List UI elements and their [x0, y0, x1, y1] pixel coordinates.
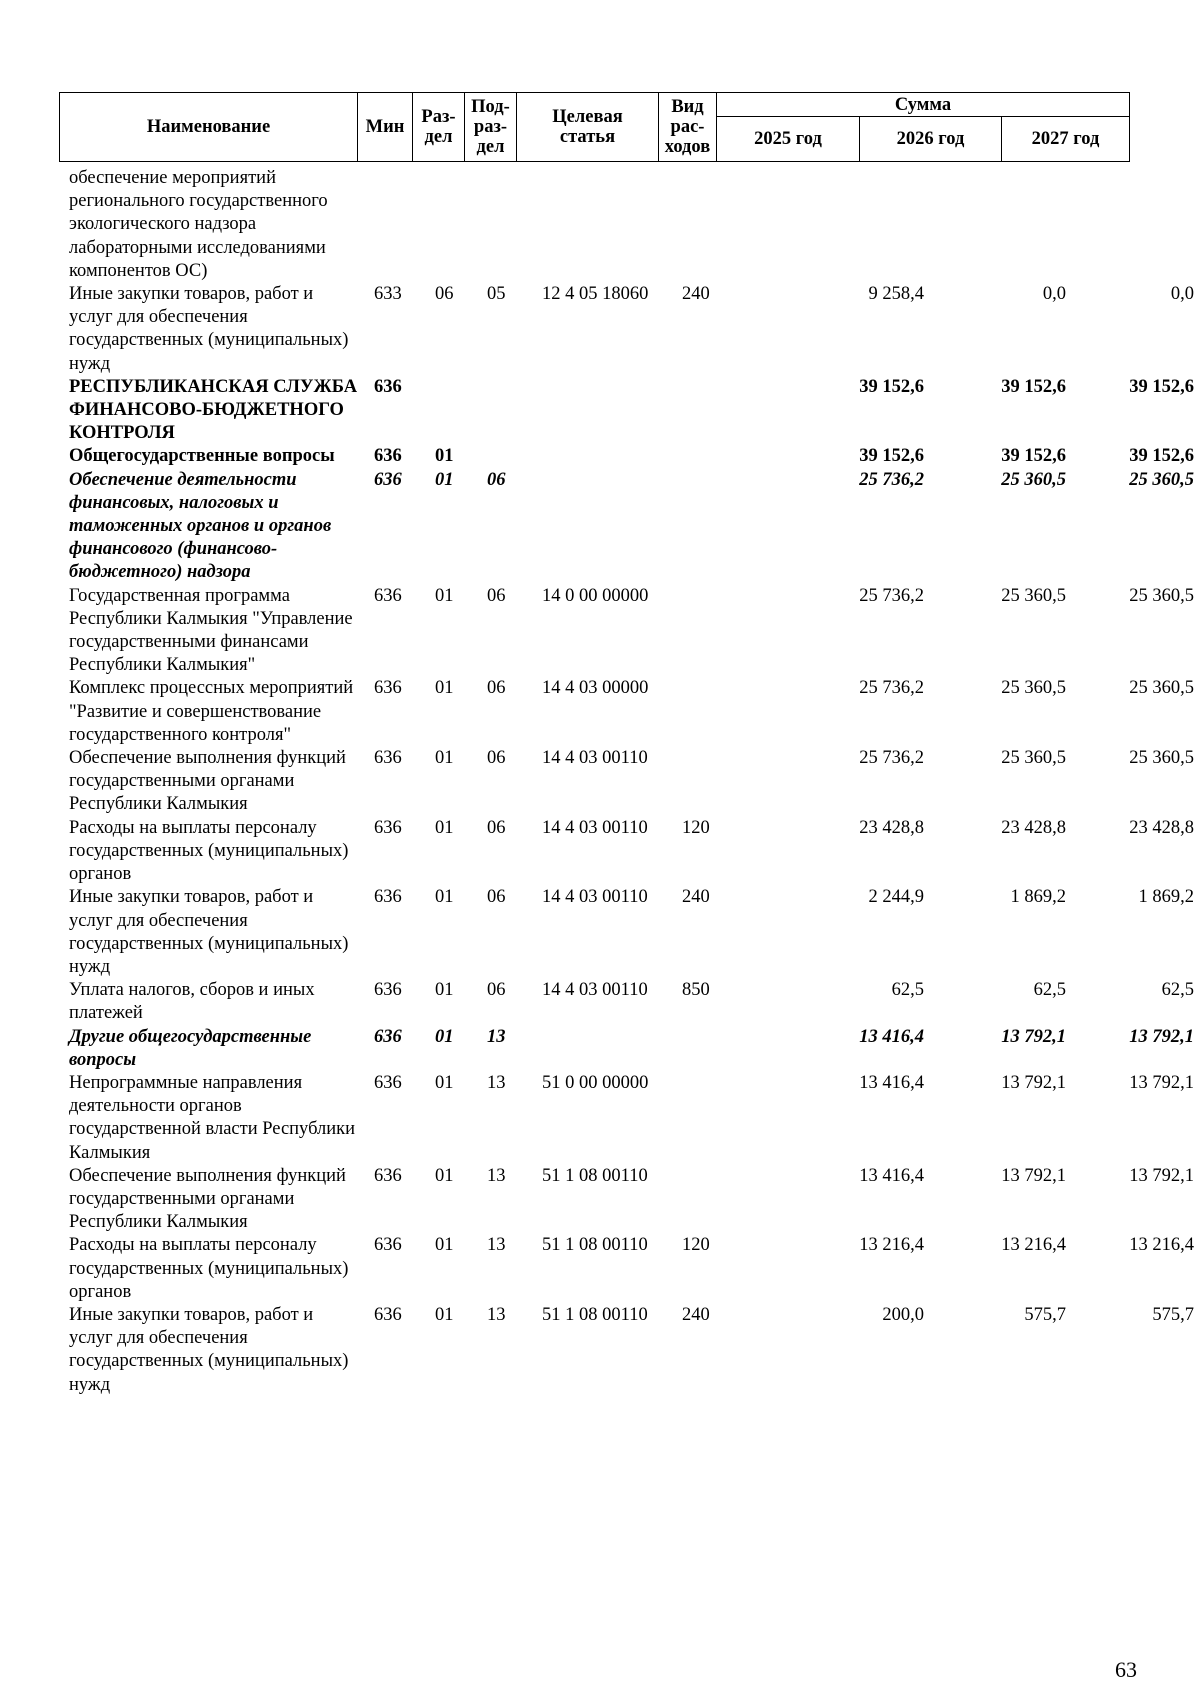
header-vid-line: рас-	[670, 117, 705, 137]
cell-razdel: 01	[435, 1072, 454, 1093]
cell-2026: 62,5	[1033, 980, 1066, 1001]
cell-2025: 13 416,4	[859, 1165, 924, 1186]
table-row	[59, 1234, 1194, 1304]
table-row	[59, 167, 349, 283]
cell-2027: 25 360,5	[1129, 585, 1194, 606]
cell-podrazdel: 13	[487, 1026, 506, 1047]
cell-2026: 13 216,4	[1001, 1235, 1066, 1256]
cell-celevaya: 12 4 05 18060	[542, 284, 649, 305]
cell-min: 636	[374, 1072, 402, 1093]
cell-name: РЕСПУБЛИКАНСКАЯ СЛУЖБА ФИНАНСОВО-БЮДЖЕТНОГО КОНТРОЛЯ	[69, 376, 358, 444]
cell-2025: 2 244,9	[868, 887, 924, 908]
cell-name: Другие общегосударственные вопросы	[69, 1026, 312, 1070]
cell-razdel: 01	[435, 887, 454, 908]
header-podrazdel-line: раз-	[473, 117, 508, 137]
table-row	[59, 283, 1194, 376]
cell-razdel: 01	[435, 1304, 454, 1325]
cell-2026: 13 792,1	[1001, 1165, 1066, 1186]
cell-razdel: 01	[435, 1165, 454, 1186]
cell-2025: 25 736,2	[859, 748, 924, 769]
cell-2026: 25 360,5	[1001, 585, 1066, 606]
cell-name: Расходы на выплаты персоналу государственных (муниципальных) органов	[69, 1235, 349, 1302]
cell-vid: 120	[682, 1235, 710, 1256]
cell-celevaya: 14 4 03 00110	[542, 817, 648, 838]
cell-razdel: 01	[435, 817, 454, 838]
table-row	[59, 585, 1194, 678]
cell-celevaya: 14 4 03 00110	[542, 887, 648, 908]
table-row	[59, 677, 1194, 747]
cell-min: 636	[374, 980, 402, 1001]
cell-celevaya: 14 4 03 00110	[542, 748, 648, 769]
cell-min: 636	[374, 817, 402, 838]
cell-name: Уплата налогов, сборов и иных платежей	[69, 980, 315, 1024]
header-vid-line: ходов	[664, 137, 711, 157]
cell-min: 636	[374, 748, 402, 769]
header-year-2027: 2027 год	[1002, 117, 1130, 162]
cell-2026: 575,7	[1024, 1304, 1066, 1325]
cell-celevaya: 51 1 08 00110	[542, 1235, 648, 1256]
cell-2025: 13 216,4	[859, 1235, 924, 1256]
cell-2026: 25 360,5	[1001, 678, 1066, 699]
cell-razdel: 01	[435, 748, 454, 769]
cell-celevaya: 51 1 08 00110	[542, 1165, 648, 1186]
cell-2026: 25 360,5	[1001, 748, 1066, 769]
table-row	[59, 979, 1194, 1025]
header-vid-line: Вид	[671, 97, 704, 117]
cell-min: 636	[374, 1304, 402, 1325]
header-min: Мин	[358, 93, 413, 162]
cell-vid: 850	[682, 980, 710, 1001]
page-number: 63	[1115, 1657, 1137, 1682]
table-row	[59, 747, 1194, 817]
cell-2027: 23 428,8	[1129, 817, 1194, 838]
cell-name: Иные закупки товаров, работ и услуг для обеспечения государственных (муниципальных) нужд	[69, 284, 349, 374]
cell-celevaya: 14 0 00 00000	[542, 585, 649, 606]
cell-podrazdel: 06	[487, 817, 506, 838]
cell-celevaya: 14 4 03 00000	[542, 678, 649, 699]
cell-min: 636	[374, 446, 402, 467]
cell-podrazdel: 06	[487, 678, 506, 699]
cell-2025: 39 152,6	[859, 446, 924, 467]
cell-2026: 39 152,6	[1001, 376, 1066, 397]
cell-2027: 1 869,2	[1138, 887, 1194, 908]
cell-razdel: 01	[435, 446, 454, 467]
cell-min: 636	[374, 1235, 402, 1256]
cell-vid: 240	[682, 887, 710, 908]
table-row	[59, 817, 1194, 887]
table-row	[59, 1072, 1194, 1165]
cell-2025: 25 736,2	[859, 469, 924, 490]
cell-min: 636	[374, 469, 402, 490]
cell-2026: 13 792,1	[1001, 1072, 1066, 1093]
cell-razdel: 01	[435, 585, 454, 606]
cell-celevaya: 51 0 00 00000	[542, 1072, 649, 1093]
header-summa: Сумма	[717, 93, 1130, 117]
cell-2027: 575,7	[1152, 1304, 1194, 1325]
cell-2026: 39 152,6	[1001, 446, 1066, 467]
cell-2027: 62,5	[1161, 980, 1194, 1001]
cell-min: 636	[374, 1165, 402, 1186]
cell-podrazdel: 06	[487, 469, 506, 490]
cell-2026: 25 360,5	[1001, 469, 1066, 490]
cell-2026: 13 792,1	[1001, 1026, 1066, 1047]
table-row	[59, 469, 1194, 585]
table-row	[59, 1026, 1194, 1072]
cell-2025: 25 736,2	[859, 585, 924, 606]
header-name: Наименование	[60, 93, 358, 162]
cell-min: 633	[374, 284, 402, 305]
cell-podrazdel: 06	[487, 980, 506, 1001]
cell-razdel: 01	[435, 1235, 454, 1256]
cell-vid: 240	[682, 284, 710, 305]
header-celevaya	[517, 93, 659, 162]
cell-razdel: 01	[435, 980, 454, 1001]
cell-2025: 39 152,6	[859, 376, 924, 397]
cell-razdel: 01	[435, 1026, 454, 1047]
cell-min: 636	[374, 1026, 402, 1047]
cell-2025: 200,0	[882, 1304, 924, 1325]
header-year-2026: 2026 год	[860, 117, 1002, 162]
cell-name: Обеспечение выполнения функций государственными органами Республики Калмыкия	[69, 748, 346, 815]
cell-podrazdel: 06	[487, 748, 506, 769]
cell-name: Обеспечение деятельности финансовых, налоговых и таможенных органов и органов финансового (финансово-бюджетного) надзора	[69, 469, 332, 583]
header-razdel-line: Раз-	[421, 107, 456, 127]
cell-name: Комплекс процессных мероприятий "Развитие и совершенствование государственного контроля"	[69, 678, 354, 745]
header-razdel-line: дел	[424, 127, 453, 147]
cell-celevaya: 51 1 08 00110	[542, 1304, 648, 1325]
cell-2026: 1 869,2	[1010, 887, 1066, 908]
cell-2025: 25 736,2	[859, 678, 924, 699]
cell-2027: 13 792,1	[1129, 1072, 1194, 1093]
cell-podrazdel: 13	[487, 1072, 506, 1093]
cell-2026: 23 428,8	[1001, 817, 1066, 838]
cell-2027: 25 360,5	[1129, 469, 1194, 490]
cell-name: Обеспечение выполнения функций государственными органами Республики Калмыкия	[69, 1165, 346, 1233]
cell-razdel: 06	[435, 284, 454, 305]
cell-min: 636	[374, 585, 402, 606]
cell-2025: 62,5	[891, 980, 924, 1001]
header-podrazdel-line: Под-	[471, 97, 510, 117]
cell-name: Иные закупки товаров, работ и услуг для обеспечения государственных (муниципальных) нужд	[69, 1304, 349, 1395]
header-celevaya-line: статья	[559, 127, 616, 147]
cell-2027: 25 360,5	[1129, 748, 1194, 769]
header-celevaya-line: Целевая	[552, 107, 623, 127]
cell-2026: 0,0	[1042, 284, 1066, 305]
cell-podrazdel: 05	[487, 284, 506, 305]
cell-podrazdel: 13	[487, 1235, 506, 1256]
cell-2027: 25 360,5	[1129, 678, 1194, 699]
cell-2027: 0,0	[1170, 284, 1194, 305]
cell-2027: 39 152,6	[1129, 446, 1194, 467]
cell-celevaya: 14 4 03 00110	[542, 980, 648, 1001]
cell-min: 636	[374, 376, 402, 397]
header-year-2025: 2025 год	[717, 117, 860, 162]
cell-2027: 13 792,1	[1129, 1165, 1194, 1186]
cell-podrazdel: 13	[487, 1165, 506, 1186]
header-razdel	[413, 93, 465, 162]
cell-name: Государственная программа Республики Калмыкия "Управление государственными финансами Республики Калмыкия"	[69, 585, 353, 676]
cell-razdel: 01	[435, 469, 454, 490]
cell-name: Расходы на выплаты персоналу государственных (муниципальных) органов	[69, 817, 349, 885]
cell-2025: 23 428,8	[859, 817, 924, 838]
cell-2025: 13 416,4	[859, 1072, 924, 1093]
table-row	[59, 1165, 1194, 1235]
table-row	[59, 886, 1194, 979]
header-vid	[659, 93, 717, 162]
header-podrazdel	[465, 93, 517, 162]
cell-2027: 39 152,6	[1129, 376, 1194, 397]
cell-name: Непрограммные направления деятельности органов государственной власти Республики Калмыкия	[69, 1072, 356, 1163]
table-row	[59, 1304, 1194, 1397]
cell-2025: 13 416,4	[859, 1026, 924, 1047]
cell-2027: 13 792,1	[1129, 1026, 1194, 1047]
cell-min: 636	[374, 887, 402, 908]
table-body	[59, 167, 1194, 1397]
cell-2025: 9 258,4	[868, 284, 924, 305]
cell-podrazdel: 06	[487, 585, 506, 606]
cell-vid: 240	[682, 1304, 710, 1325]
cell-name: Общегосударственные вопросы	[69, 446, 335, 467]
cell-name: обеспечение мероприятий регионального государственного экологического надзора лабораторными исследованиями компонентов ОС)	[69, 168, 328, 281]
table-row	[59, 445, 1194, 468]
cell-razdel: 01	[435, 678, 454, 699]
cell-name: Иные закупки товаров, работ и услуг для обеспечения государственных (муниципальных) нужд	[69, 887, 349, 977]
cell-min: 636	[374, 678, 402, 699]
cell-2027: 13 216,4	[1129, 1235, 1194, 1256]
table-header	[59, 92, 1130, 162]
cell-podrazdel: 06	[487, 887, 506, 908]
cell-vid: 120	[682, 817, 710, 838]
cell-podrazdel: 13	[487, 1304, 506, 1325]
table-row	[59, 376, 1194, 446]
header-podrazdel-line: дел	[476, 137, 505, 157]
